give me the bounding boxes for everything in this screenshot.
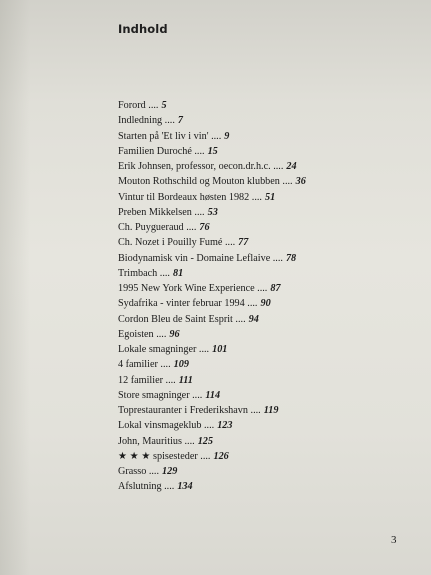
toc-entry-page: 94 [248,313,259,325]
toc-entry-page: 51 [264,191,276,203]
toc-entry-page: 9 [224,130,230,142]
toc-entry-title: Cordon Bleu de Saint Esprit .... [118,313,246,325]
toc-entry-title: Vintur til Bordeaux høsten 1982 .... [118,191,262,203]
toc-entry-page: 36 [295,176,306,188]
toc-entry-page: 24 [286,161,297,172]
toc-entry-title: Forord .... [118,100,159,111]
toc-entry-title: ★ ★ ★ spisesteder .... [118,450,211,462]
toc-entry-title: 1995 New York Wine Experience .... [118,283,268,294]
page-number: 3 [391,534,397,546]
toc-entry-title: Trimbach .... [118,267,170,279]
toc-entry-title: 12 familier .... [118,374,176,386]
toc-entry [118,342,306,357]
toc-entry-title: Indledning .... [118,115,175,127]
toc-entry-title: Biodynamisk vin - Domaine Leflaive .... [118,252,283,264]
toc-entry [118,357,306,372]
toc-entry-title: Toprestauranter i Frederikshavn .... [118,405,261,416]
toc-entry-title: Afslutning .... [118,481,175,493]
table-of-contents [118,98,306,495]
toc-entry-page: 5 [161,100,167,111]
toc-entry-title: Egoisten .... [118,328,167,340]
toc-entry-title: John, Mauritius .... [118,435,195,447]
toc-entry [118,281,306,296]
toc-entry-page: 7 [177,115,183,127]
toc-entry [118,312,306,327]
toc-entry-page: 109 [173,359,189,371]
toc-entry-page: 77 [238,237,249,249]
toc-entry-page: 111 [178,374,193,386]
toc-entry-page: 90 [260,298,271,310]
toc-entry [118,129,306,144]
toc-entry [118,220,306,235]
toc-entry-page: 101 [212,344,228,355]
toc-entry-title: Lokale smagninger .... [118,344,210,355]
toc-entry [118,418,306,433]
toc-entry-page: 15 [207,145,218,157]
toc-entry [118,434,306,449]
toc-entry [118,235,306,250]
toc-entry [118,98,306,113]
toc-entry-page: 123 [217,420,233,432]
toc-entry [118,464,306,479]
toc-entry [118,251,306,266]
toc-entry-title: Store smagninger .... [118,389,203,401]
toc-entry-page: 76 [199,222,210,233]
toc-entry-title: Mouton Rothschild og Mouton klubben .... [118,176,293,188]
toc-entry-page: 134 [177,481,193,493]
toc-entry-title: Familien Duroché .... [118,145,205,157]
toc-entry [118,113,306,128]
toc-entry-page: 119 [263,405,279,416]
toc-entry [118,174,306,189]
toc-entry-title: Ch. Puygueraud .... [118,222,197,233]
toc-entry-title: Starten på 'Et liv i vin' .... [118,130,222,142]
toc-entry [118,190,306,205]
toc-entry-page: 87 [270,283,281,294]
toc-entry [118,266,306,281]
toc-entry-title: Lokal vinsmageklub .... [118,420,215,432]
toc-entry-title: Erik Johnsen, professor, oecon.dr.h.c. .... [118,161,284,172]
toc-entry-page: 114 [205,389,221,401]
toc-entry-page: 78 [285,252,297,264]
toc-entry [118,403,306,418]
toc-entry [118,449,306,464]
toc-entry [118,327,306,342]
toc-entry-page: 96 [169,328,180,340]
toc-entry-page: 126 [213,450,229,462]
toc-entry [118,296,306,311]
toc-entry-title: Preben Mikkelsen .... [118,206,205,218]
toc-heading: Indhold [118,22,168,36]
page-shadow [0,0,30,575]
toc-entry-page: 81 [172,267,184,279]
toc-entry [118,205,306,220]
toc-entry-title: Sydafrika - vinter februar 1994 .... [118,298,258,310]
toc-entry-page: 125 [197,435,213,447]
toc-entry-title: Grasso .... [118,466,160,477]
toc-entry [118,479,306,494]
toc-entry [118,373,306,388]
toc-entry [118,159,306,174]
toc-entry-page: 129 [162,466,178,477]
toc-entry [118,388,306,403]
toc-entry [118,144,306,159]
toc-entry-title: Ch. Nozet i Pouilly Fumé .... [118,237,236,249]
toc-entry-title: 4 familier .... [118,359,171,371]
toc-entry-page: 53 [207,206,218,218]
